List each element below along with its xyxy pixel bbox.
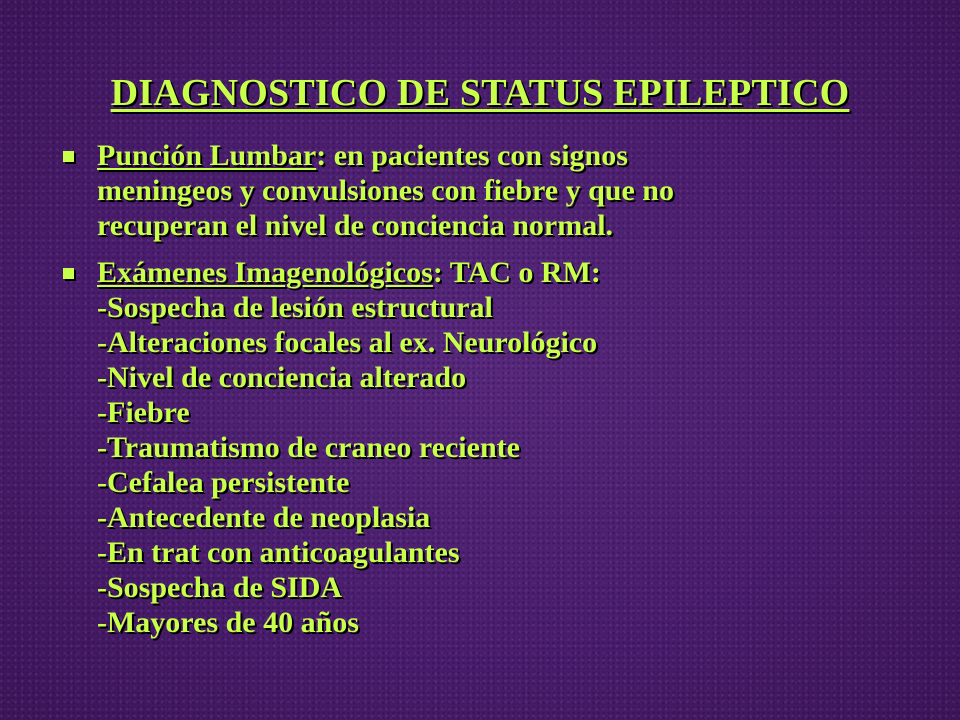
bullet-item-examenes-imagenologicos	[60, 255, 920, 640]
bullet-separator: :	[432, 256, 443, 289]
bullet-line: meningeos y convulsiones con fiebre y que no	[97, 174, 674, 207]
bullet-separator: :	[316, 139, 327, 172]
bullet-line	[97, 255, 920, 290]
bullet-term: Punción Lumbar	[97, 139, 317, 172]
bullet-list	[60, 138, 920, 652]
bullet-term: Exámenes Imagenológicos	[97, 256, 433, 289]
bullet-text: en pacientes con signos	[326, 139, 628, 172]
sub-item: -Sospecha de SIDA	[97, 571, 343, 604]
sub-item: -Traumatismo de craneo reciente	[97, 431, 520, 464]
sub-item: -Mayores de 40 años	[97, 606, 359, 639]
bullet-text: TAC o RM:	[442, 256, 601, 289]
sub-item: -Sospecha de lesión estructural	[97, 291, 493, 324]
sub-item: -Alteraciones focales al ex. Neurológico	[97, 326, 598, 359]
bullet-item-puncion-lumbar	[60, 138, 920, 243]
bullet-line: recuperan el nivel de conciencia normal.	[97, 209, 614, 242]
sub-item: -Antecedente de neoplasia	[97, 501, 431, 534]
slide-title: DIAGNOSTICO DE STATUS EPILEPTICO	[110, 72, 850, 114]
sub-item: -Fiebre	[97, 396, 190, 429]
square-bullet-icon	[63, 268, 74, 279]
sub-item: -Nivel de conciencia alterado	[97, 361, 467, 394]
bullet-line	[97, 138, 920, 173]
square-bullet-icon	[63, 151, 74, 162]
sub-item: -En trat con anticoagulantes	[97, 536, 460, 569]
sub-item: -Cefalea persistente	[97, 466, 350, 499]
